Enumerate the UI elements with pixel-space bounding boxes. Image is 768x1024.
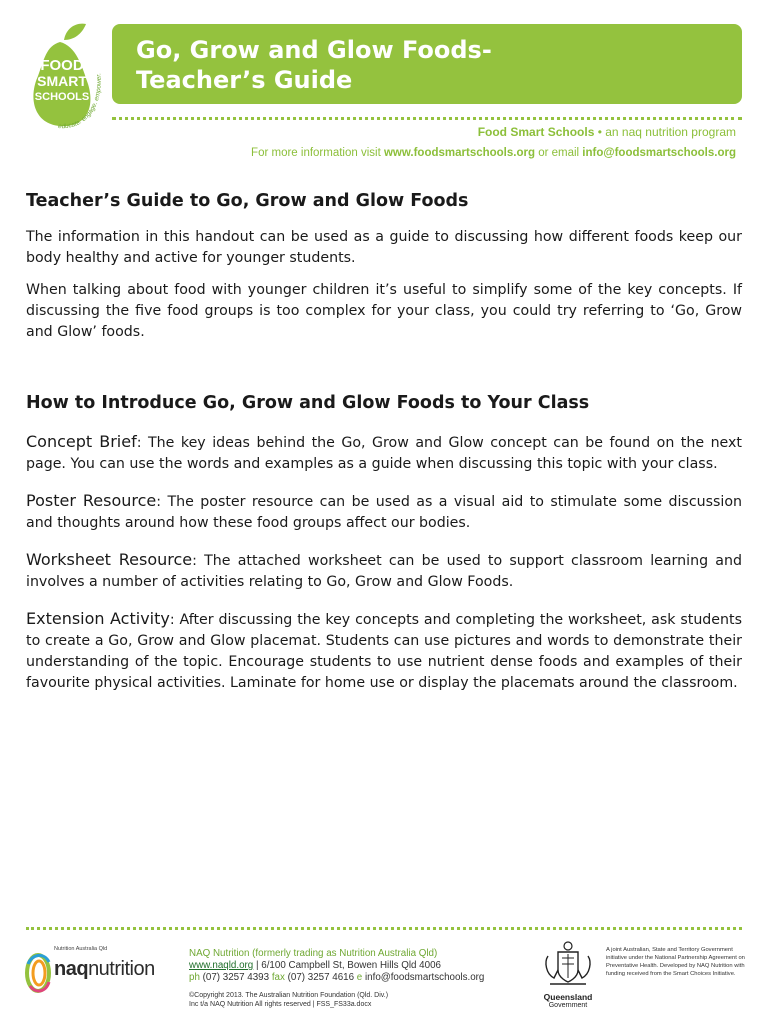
info-middle: or email [535, 147, 583, 159]
fax-value: (07) 3257 4616 [284, 972, 357, 983]
intro-paragraph-1: The information in this handout can be used as a guide to discussing how different foods keep our body healthy and active for younger students. [26, 229, 742, 266]
naq-small-label: Nutrition Australia Qld [54, 946, 108, 952]
phone-line [189, 972, 529, 984]
header-divider [112, 117, 742, 120]
fax-label: fax [271, 972, 285, 983]
howto-item-concept-brief [26, 431, 742, 475]
footer-divider [26, 927, 742, 930]
naq-swirl-icon [24, 946, 54, 996]
item-text: : The attached worksheet can be used to support classroom learning and involves a number of activities relating to Go, Grow and Glow Foods. [26, 553, 742, 590]
info-prefix: For more information visit [251, 147, 384, 159]
queensland-government-logo [540, 940, 596, 1012]
address-line [189, 960, 529, 972]
coat-of-arms-icon [540, 940, 596, 990]
logo-brand-line3: SCHOOLS [34, 91, 90, 103]
copyright-line-2: Inc t/a NAQ Nutrition All rights reserved | FSS_FS33a.docx [189, 1000, 372, 1008]
info-website-link[interactable]: www.foodsmartschools.org [383, 147, 535, 159]
crest-label-government: Government [548, 1002, 588, 1009]
program-line [478, 125, 736, 139]
item-term: Concept Brief [26, 432, 137, 451]
ph-value: (07) 3257 4393 [199, 972, 272, 983]
naq-word-part1: naq [54, 958, 89, 980]
title-line-2: Teacher’s Guide [136, 66, 353, 94]
item-text: : The poster resource can be used as a visual aid to stimulate some discussion and thoughts around how these food groups affect our bodies. [26, 494, 743, 531]
program-name: Food Smart Schools [477, 125, 595, 139]
item-text: : After discussing the key concepts and completing the worksheet, ask students to create a Go, Grow and Glow placemat. Students can use pictures and words to demonstrate their understanding of the topic. Encourage students to use nutrient dense foods and examples of their favourite physical activities. Laminate for home use or display the placemats around the classroom. [26, 612, 742, 691]
howto-item-extension-activity [26, 608, 742, 694]
logo-tagline: educate. engage. empower. [57, 72, 103, 131]
org-line: NAQ Nutrition (formerly trading as Nutrition Australia Qld) [189, 948, 438, 959]
naq-website-link[interactable]: www.naqld.org [189, 960, 254, 971]
naq-nutrition-logo [24, 946, 174, 996]
title-line-1: Go, Grow and Glow Foods- [136, 36, 492, 64]
howto-heading: How to Introduce Go, Grow and Glow Foods to Your Class [26, 393, 590, 413]
item-term: Worksheet Resource [26, 550, 193, 569]
address-text: | 6/100 Campbell St, Bowen Hills Qld 4006 [253, 960, 441, 971]
intro-heading: Teacher’s Guide to Go, Grow and Glow Foods [26, 191, 469, 211]
info-line [251, 147, 736, 159]
ph-label: ph [189, 972, 200, 983]
program-suffix: • an naq nutrition program [594, 125, 736, 139]
logo-brand-line2: SMART [37, 73, 87, 89]
howto-item-poster-resource [26, 490, 742, 534]
contact-block [189, 948, 529, 1009]
item-text: : The key ideas behind the Go, Grow and Glow concept can be found on the next page. You can use the words and examples as a guide when discussing this topic with your class. [26, 435, 742, 472]
naq-wordmark [54, 958, 155, 981]
copyright-line-1: ©Copyright 2013. The Australian Nutrition Foundation (Qld. Div.) [189, 992, 389, 999]
intro-paragraph-2: When talking about food with younger children it’s useful to simplify some of the key concepts. If discussing the five food groups is too complex for your class, you could try referring to ‘Go, Grow and Glow’ foods. [26, 282, 742, 340]
government-initiative-text: A joint Australian, State and Territory Government initiative under the National Partnership Agreement on Preventative Health. Developed by NAQ Nutrition with funding received from the Smart Choices Initiative. [606, 947, 745, 977]
item-term: Poster Resource [26, 491, 157, 510]
naq-word-part2: nutrition [88, 958, 155, 980]
info-email-link[interactable]: info@foodsmartschools.org [582, 147, 736, 159]
copyright [189, 992, 529, 1009]
item-term: Extension Activity [26, 609, 170, 628]
crest-label-queensland: Queensland [543, 992, 593, 1002]
logo-brand-line1: FOOD [40, 57, 84, 74]
food-smart-schools-logo [24, 20, 120, 136]
email-value[interactable]: info@foodsmartschools.org [362, 972, 485, 983]
main-content [26, 189, 742, 709]
email-label: e [356, 972, 363, 983]
howto-item-worksheet-resource [26, 549, 742, 593]
title-banner [112, 24, 742, 104]
